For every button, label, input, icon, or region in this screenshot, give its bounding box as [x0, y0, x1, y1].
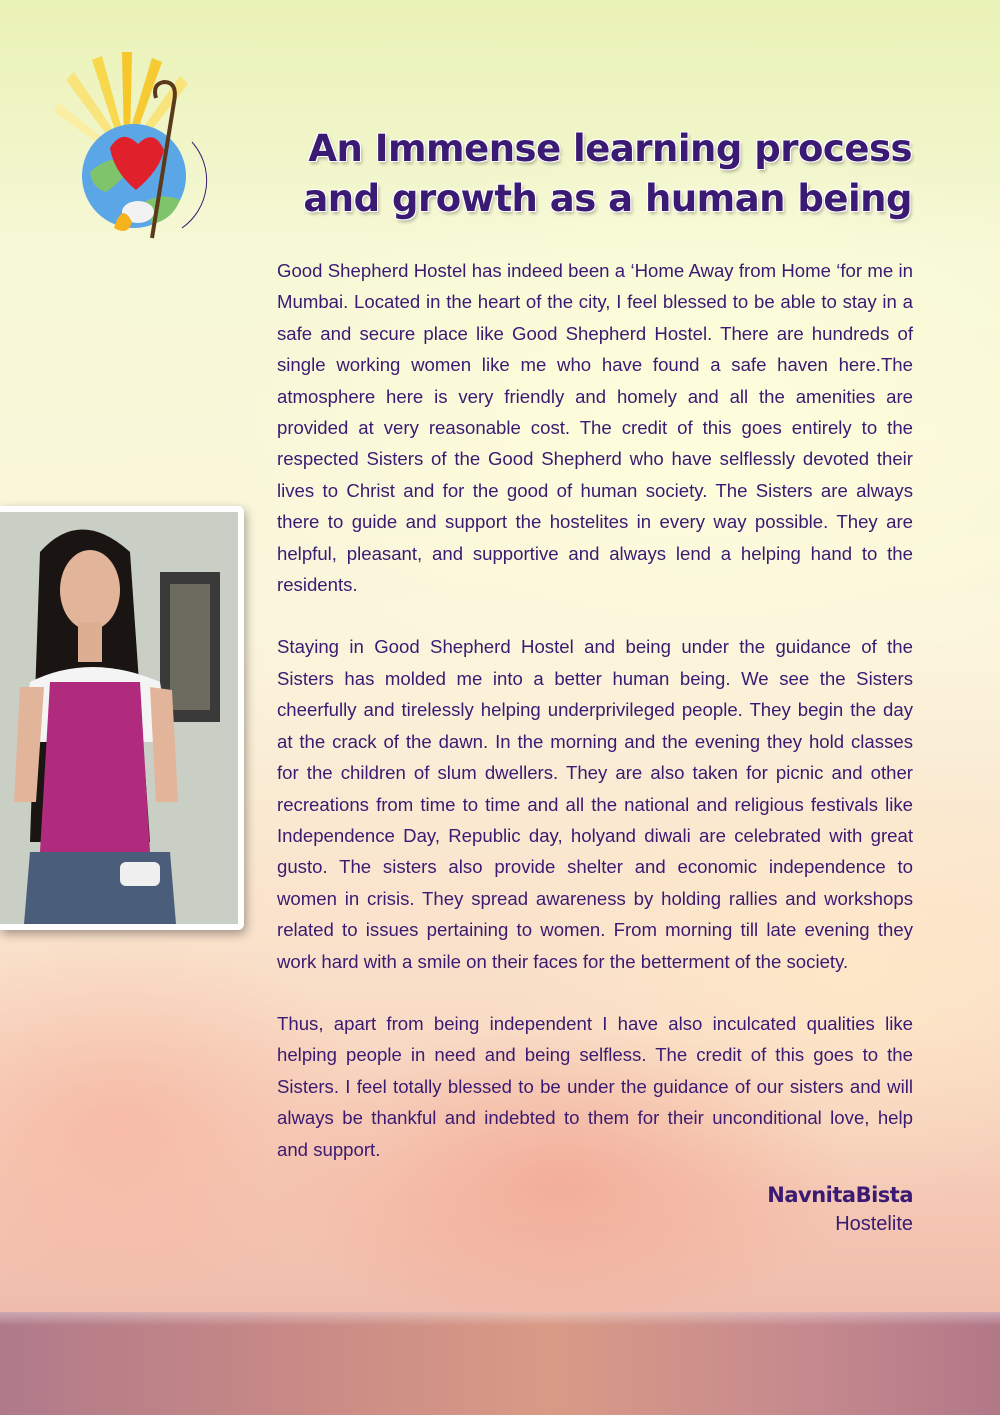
portrait-image [0, 512, 238, 924]
title-line-2: and growth as a human being [303, 177, 912, 220]
author-role: Hostelite [835, 1213, 913, 1235]
good-shepherd-logo [52, 52, 222, 242]
logo-emblem-icon [52, 52, 222, 242]
footer-band [0, 1312, 1000, 1415]
paragraph-3: Thus, apart from being independent I have also inculcated qualities like helping people in need and being selfless. The credit of this goes to the Sisters. I feel totally blessed to be under the guidance of our sisters and will always be thankful and indebted to them for their unconditional love, help and support. [277, 1012, 913, 1160]
portrait-photo [0, 506, 244, 930]
author-name: NavnitaBista [767, 1183, 913, 1207]
title-line-1: An Immense learning process [308, 127, 912, 170]
signature-block [767, 1180, 913, 1238]
article-body [277, 255, 913, 1196]
page-title [303, 124, 912, 224]
paragraph-2: Staying in Good Shepherd Hostel and being under the guidance of the Sisters has molded me into a better human being. We see the Sisters cheerfully and tirelessly helping underprivileged people. They begin the day at the crack of the dawn. In the morning and the evening they hold classes for the children of slum dwellers. They are also taken for picnic and other recreations from time to time and all the national and religious festivals like Independence Day, Republic day, holyand diwali are celebrated with great gusto. The sisters also provide shelter and economic independence to women in crisis. They spread awareness by holding rallies and workshops related to issues pertaining to women. From morning till late evening they work hard with a smile on their faces for the betterment of the society. [277, 636, 913, 972]
paragraph-1: Good Shepherd Hostel has indeed been a ‘Home Away from Home ‘for me in Mumbai. Located in the heart of the city, I feel blessed to be able to stay in a safe and secure place like Good Shepherd Hostel. There are hundreds of single working women like me who have found a safe haven here.The atmosphere here is very friendly and homely and all the amenities are provided at very reasonable cost. The credit of this goes entirely to the respected Sisters of the Good Shepherd who have selflessly devoted their lives to Christ and for the good of human society. The Sisters are always there to guide and support the hostelites in every way possible. They are helpful, pleasant, and supportive and always lend a helping hand to the residents. [277, 260, 913, 596]
